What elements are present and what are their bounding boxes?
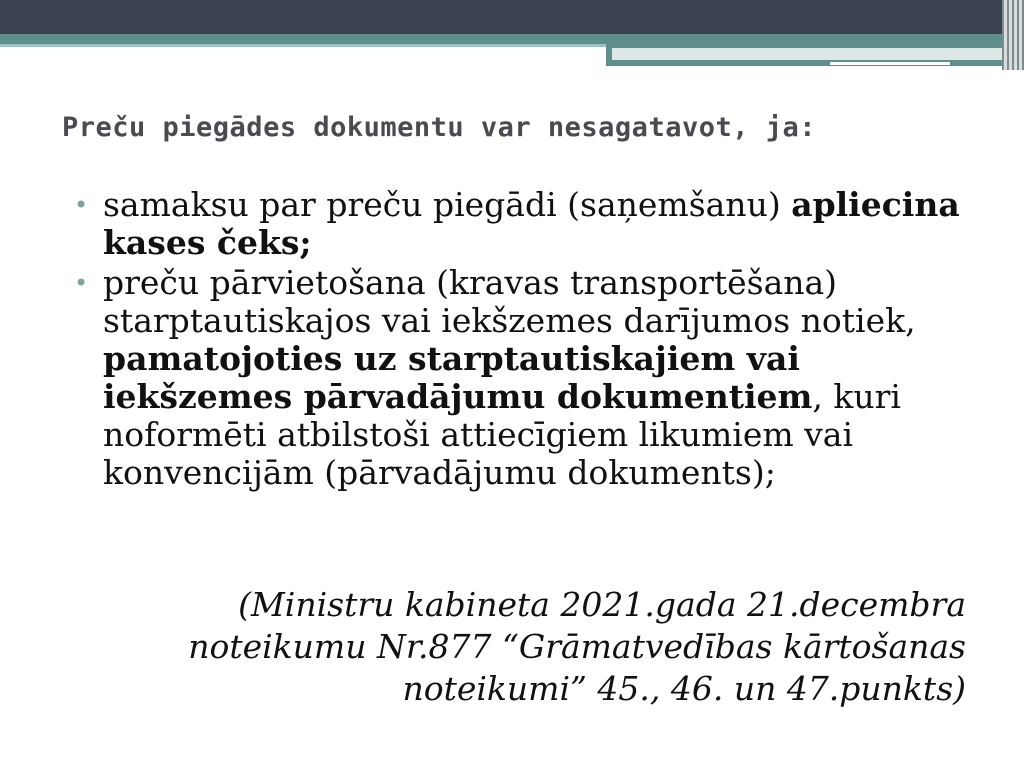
bullet-text: preču pārvietošana (kravas transportēšana) starptautiskajos vai iekšzemes darījumos notiek,	[103, 263, 916, 340]
bullet-text: , kuri noformēti atbilstoši attiecīgiem likumiem vai konvencijām (pārvadājumu dokuments);	[103, 377, 901, 492]
citation: (Ministru kabineta 2021.gada 21.decembra noteikumu Nr.877 “Grāmatvedības kārtošanas noteikumi” 45., 46. un 47.punkts)	[188, 585, 966, 708]
bullet-item	[70, 264, 970, 492]
bullet-icon: •	[74, 269, 89, 297]
header-tab-line	[830, 62, 950, 65]
slide-title: Preču piegādes dokumentu var nesagatavot, ja:	[62, 112, 816, 143]
header-band-teal	[0, 34, 1024, 44]
bullet-text-bold: apliecina kases čeks;	[103, 185, 960, 262]
bullet-text-bold: pamatojoties uz starptautiskajiem vai iekšzemes pārvadājumu dokumentiem	[103, 339, 813, 416]
header-tab-inner	[612, 48, 1002, 60]
header-stripes	[1002, 0, 1024, 70]
bullet-text: samaksu par preču piegādi (saņemšanu)	[103, 185, 792, 224]
bullet-item	[70, 186, 970, 262]
header-band-dark	[0, 0, 1024, 34]
header-band-teal-light	[0, 44, 610, 47]
bullet-list	[70, 186, 970, 494]
bullet-icon: •	[74, 191, 89, 219]
